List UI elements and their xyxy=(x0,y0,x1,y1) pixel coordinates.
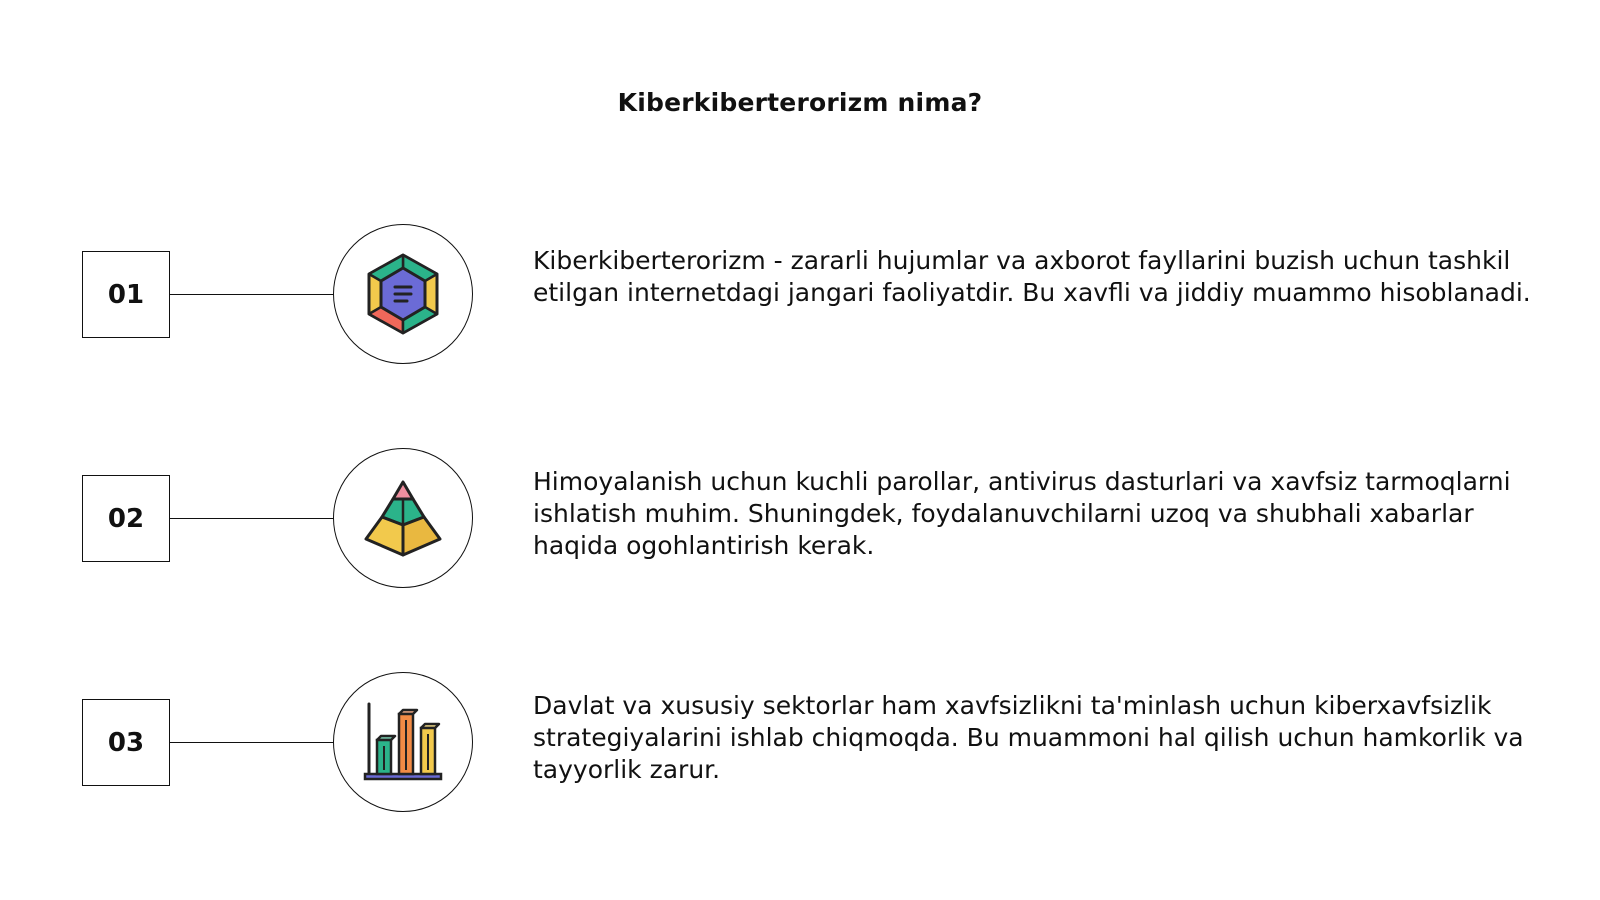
icon-circle xyxy=(333,448,473,588)
item-description-03: Davlat va xususiy sektorlar ham xavfsizlikni ta'minlash uchun kiberxavfsizlik strategiyalarini ishlab chiqmoqda. Bu muammoni hal qilish uchun hamkorlik va tayyorlik zarur. xyxy=(533,691,1524,784)
item-description-01: Kiberkiberterorizm - zararli hujumlar va axborot fayllarini buzish uchun tashkil etilgan internetdagi jangari faoliyatdir. Bu xavfli va jiddiy muammo hisoblanadi. xyxy=(533,246,1531,307)
list-item-03 xyxy=(0,669,1600,819)
bar-chart-icon xyxy=(361,700,445,784)
connector-line xyxy=(170,294,334,295)
item-description-02: Himoyalanish uchun kuchli parollar, antivirus dasturlari va xavfsiz tarmoqlarni ishlatish muhim. Shuningdek, foydalanuvchilarni uzoq va shubhali xabarlar haqida ogohlantirish kerak. xyxy=(533,467,1511,560)
connector-line xyxy=(170,742,334,743)
page-title: Kiberkiberterorizm nima? xyxy=(617,88,983,117)
pyramid-icon xyxy=(362,477,444,559)
item-number-02: 02 xyxy=(82,475,170,562)
list-item-01 xyxy=(0,221,1600,371)
connector-line xyxy=(170,518,334,519)
icon-circle xyxy=(333,224,473,364)
hexagon-document-icon xyxy=(363,252,443,336)
item-number-01: 01 xyxy=(82,251,170,338)
icon-circle xyxy=(333,672,473,812)
item-number-03: 03 xyxy=(82,699,170,786)
list-item-02 xyxy=(0,445,1600,595)
